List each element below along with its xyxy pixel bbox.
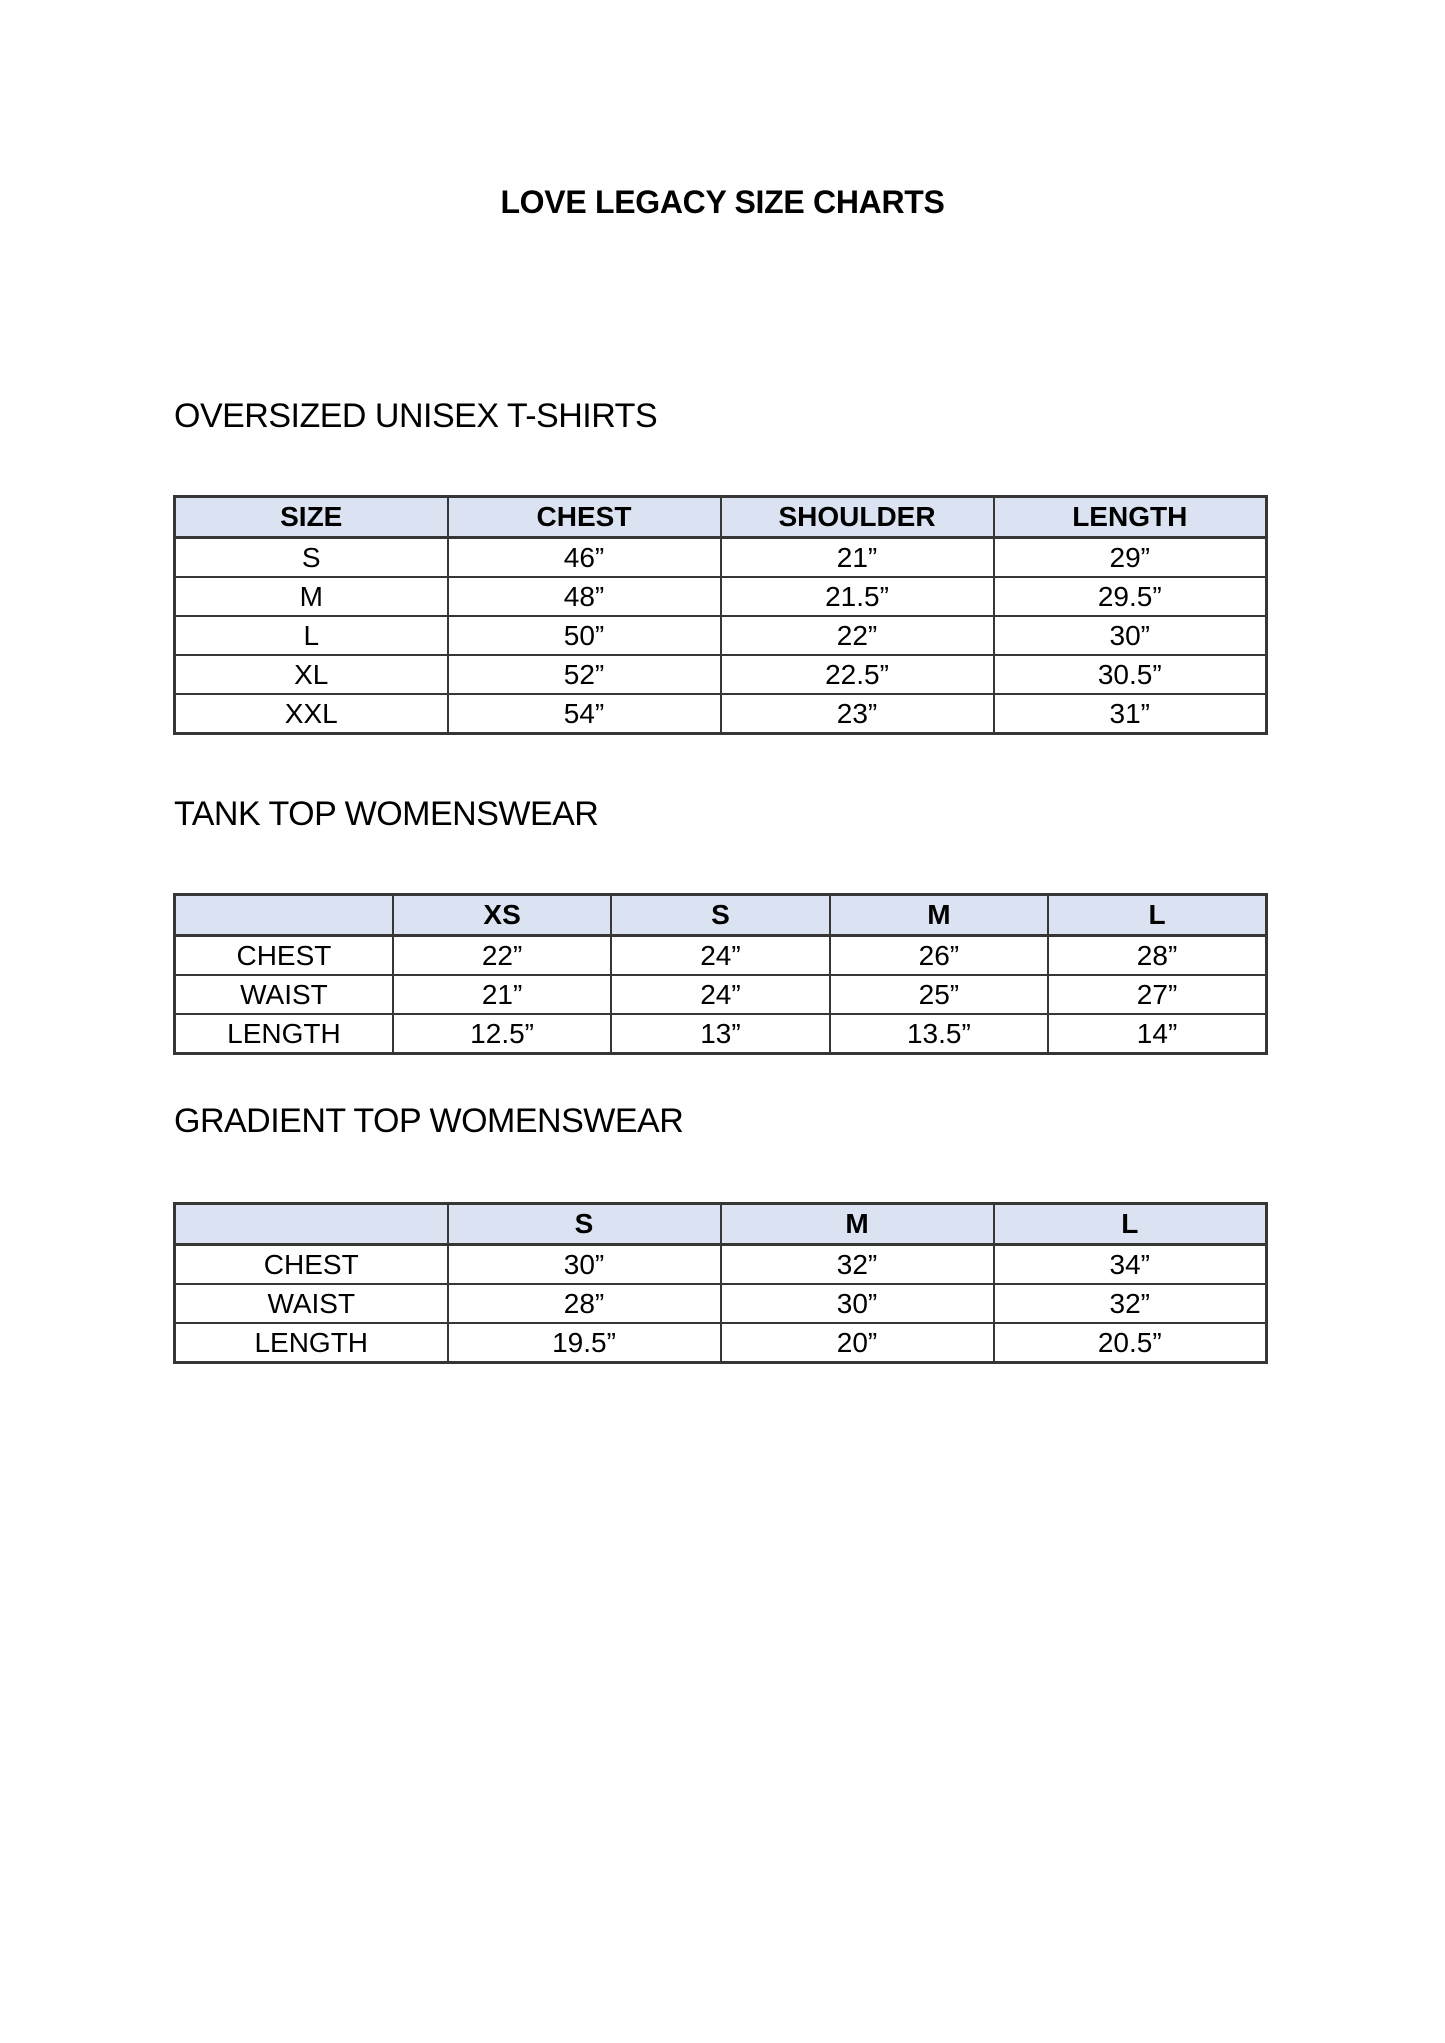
size-value-cell: 21” (721, 538, 994, 578)
row-label-cell: L (175, 616, 448, 655)
size-value-cell: 29” (994, 538, 1267, 578)
size-value-cell: 13” (611, 1014, 829, 1054)
size-value-cell: 21” (393, 975, 611, 1014)
column-header-cell: CHEST (448, 497, 721, 538)
column-header-cell: M (721, 1204, 994, 1245)
size-value-cell: 12.5” (393, 1014, 611, 1054)
row-label-cell: WAIST (175, 1284, 448, 1323)
table-row (175, 1014, 1267, 1054)
size-value-cell: 14” (1048, 1014, 1266, 1054)
column-header-cell: M (830, 895, 1048, 936)
row-label-cell: WAIST (175, 975, 393, 1014)
size-value-cell: 29.5” (994, 577, 1267, 616)
size-value-cell: 32” (721, 1245, 994, 1285)
row-label-cell: XXL (175, 694, 448, 734)
size-value-cell: 48” (448, 577, 721, 616)
row-label-cell: LENGTH (175, 1014, 393, 1054)
column-header-cell: S (611, 895, 829, 936)
size-value-cell: 22.5” (721, 655, 994, 694)
size-value-cell: 22” (721, 616, 994, 655)
table-row (175, 1284, 1267, 1323)
section-heading-gradient-top-womenswear: GRADIENT TOP WOMENSWEAR (174, 1102, 684, 1140)
size-value-cell: 13.5” (830, 1014, 1048, 1054)
size-value-cell: 20.5” (994, 1323, 1267, 1363)
table-header-row (175, 1204, 1267, 1245)
size-value-cell: 24” (611, 975, 829, 1014)
size-value-cell: 52” (448, 655, 721, 694)
table-row (175, 616, 1267, 655)
column-header-cell: SIZE (175, 497, 448, 538)
table-row (175, 577, 1267, 616)
size-value-cell: 32” (994, 1284, 1267, 1323)
section-heading-tank-top-womenswear: TANK TOP WOMENSWEAR (174, 795, 599, 833)
size-value-cell: 30.5” (994, 655, 1267, 694)
size-value-cell: 22” (393, 936, 611, 976)
row-label-cell: S (175, 538, 448, 578)
row-label-cell: M (175, 577, 448, 616)
size-value-cell: 30” (994, 616, 1267, 655)
column-header-cell: LENGTH (994, 497, 1267, 538)
size-value-cell: 34” (994, 1245, 1267, 1285)
column-header-cell: XS (393, 895, 611, 936)
column-header-cell: L (1048, 895, 1266, 936)
table-row (175, 538, 1267, 578)
size-value-cell: 19.5” (448, 1323, 721, 1363)
size-value-cell: 30” (448, 1245, 721, 1285)
size-value-cell: 26” (830, 936, 1048, 976)
size-value-cell: 20” (721, 1323, 994, 1363)
table-row (175, 694, 1267, 734)
size-value-cell: 30” (721, 1284, 994, 1323)
column-header-cell: S (448, 1204, 721, 1245)
row-label-cell: CHEST (175, 936, 393, 976)
size-value-cell: 31” (994, 694, 1267, 734)
size-value-cell: 21.5” (721, 577, 994, 616)
row-label-cell: XL (175, 655, 448, 694)
tank-top-womenswear-table (173, 893, 1268, 1055)
row-label-cell: CHEST (175, 1245, 448, 1285)
table-row (175, 1323, 1267, 1363)
table-header-row (175, 497, 1267, 538)
size-value-cell: 27” (1048, 975, 1266, 1014)
size-value-cell: 28” (1048, 936, 1266, 976)
size-value-cell: 46” (448, 538, 721, 578)
size-value-cell: 50” (448, 616, 721, 655)
table-row (175, 1245, 1267, 1285)
table-row (175, 936, 1267, 976)
size-value-cell: 24” (611, 936, 829, 976)
oversized-unisex-tshirts-table (173, 495, 1268, 735)
size-value-cell: 28” (448, 1284, 721, 1323)
document-title: LOVE LEGACY SIZE CHARTS (500, 184, 945, 220)
row-label-cell: LENGTH (175, 1323, 448, 1363)
section-heading-oversized-unisex-tshirts: OVERSIZED UNISEX T-SHIRTS (174, 397, 658, 435)
size-value-cell: 23” (721, 694, 994, 734)
table-header-row (175, 895, 1267, 936)
column-header-cell-empty (175, 1204, 448, 1245)
column-header-cell: L (994, 1204, 1267, 1245)
column-header-cell: SHOULDER (721, 497, 994, 538)
table-row (175, 655, 1267, 694)
size-value-cell: 25” (830, 975, 1048, 1014)
gradient-top-womenswear-table (173, 1202, 1268, 1364)
column-header-cell-empty (175, 895, 393, 936)
table-row (175, 975, 1267, 1014)
size-value-cell: 54” (448, 694, 721, 734)
